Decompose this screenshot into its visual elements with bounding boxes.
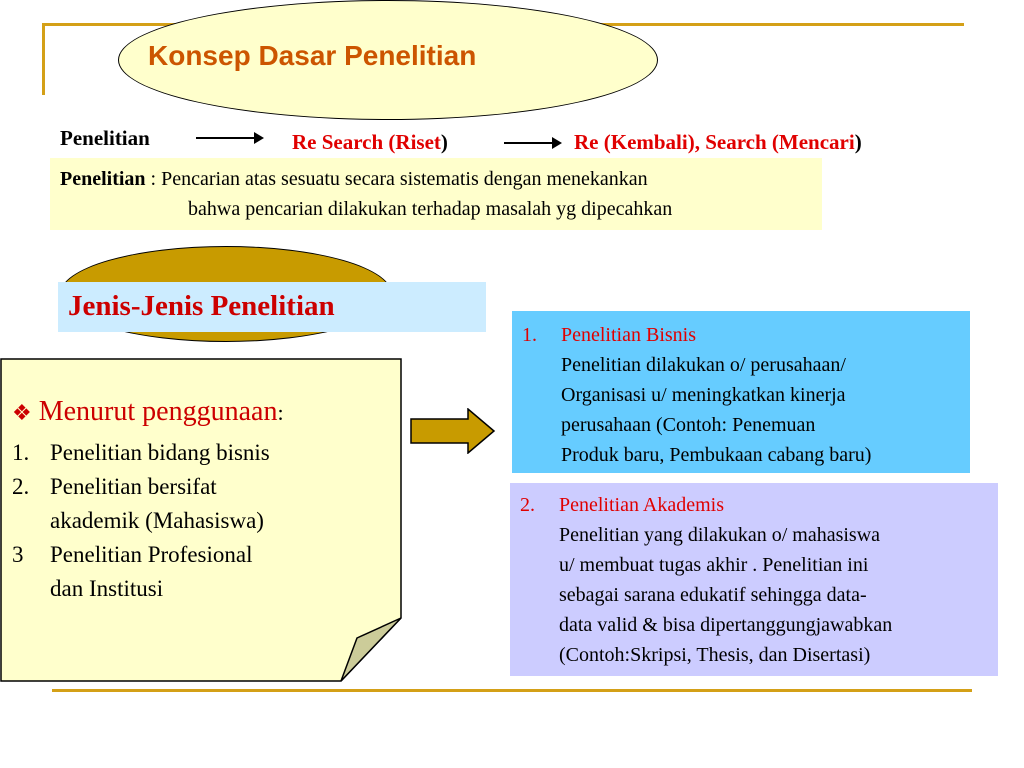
usage-heading-colon: :: [277, 400, 284, 425]
usage-item-num: 3: [12, 542, 24, 567]
usage-heading-text: Menurut penggunaan: [38, 396, 278, 427]
business-num: 1.: [522, 324, 537, 346]
etymology-step1-text: Re Search (Riset: [292, 130, 441, 154]
academic-desc-line: Penelitian yang dilakukan o/ mahasiswa: [559, 524, 881, 546]
etymology-step2-text: Re (Kembali), Search (Mencari: [574, 130, 855, 154]
etymology-step2-close: ): [854, 130, 862, 154]
business-desc-line: Penelitian dilakukan o/ perusahaan/: [561, 354, 846, 376]
business-desc-line: perusahaan (Contoh: Penemuan: [561, 414, 816, 436]
usage-item-text: Penelitian Profesional: [50, 542, 253, 567]
arrow-right-icon: [196, 137, 262, 139]
arrow-right-icon: [410, 408, 496, 454]
etymology-step2: [574, 130, 862, 155]
definition-term: Penelitian: [60, 168, 146, 190]
usage-item-text: akademik (Mahasiswa): [50, 508, 264, 533]
academic-desc-line: (Contoh:Skripsi, Thesis, dan Disertasi): [559, 644, 871, 666]
academic-desc-line: u/ membuat tugas akhir . Penelitian ini: [559, 554, 869, 576]
business-title: Penelitian Bisnis: [561, 324, 696, 346]
academic-desc-line: data valid & bisa dipertanggungjawabkan: [559, 614, 893, 636]
types-heading: Jenis-Jenis Penelitian: [68, 290, 335, 322]
usage-item-text: Penelitian bidang bisnis: [50, 440, 270, 465]
etymology-step1-close: ): [440, 130, 448, 154]
left-rule: [42, 23, 45, 95]
definition-line-1: [60, 168, 648, 191]
usage-item-text: dan Institusi: [50, 576, 164, 601]
etymology-step1: [292, 130, 448, 155]
usage-item-num: 2.: [12, 474, 30, 499]
academic-title: Penelitian Akademis: [559, 494, 724, 516]
academic-num: 2.: [520, 494, 535, 516]
arrow-right-icon: [504, 142, 560, 144]
slide-title: Konsep Dasar Penelitian: [148, 40, 477, 71]
definition-line-2: bahwa pencarian dilakukan terhadap masalah yg dipecahkan: [188, 198, 673, 220]
business-desc-line: Produk baru, Pembukaan cabang baru): [561, 444, 872, 466]
bottom-rule: [52, 689, 972, 692]
usage-item-text: Penelitian bersifat: [50, 474, 217, 499]
usage-item-num: 1.: [12, 440, 30, 465]
definition-text-1: : Pencarian atas sesuatu secara sistematis dengan menekankan: [145, 168, 648, 190]
business-desc-line: Organisasi u/ meningkatkan kinerja: [561, 384, 846, 406]
academic-desc-line: sebagai sarana edukatif sehingga data-: [559, 584, 867, 606]
diamond-bullet-icon: ❖: [12, 400, 32, 425]
usage-heading: [12, 396, 284, 428]
etymology-term: Penelitian: [60, 126, 150, 150]
